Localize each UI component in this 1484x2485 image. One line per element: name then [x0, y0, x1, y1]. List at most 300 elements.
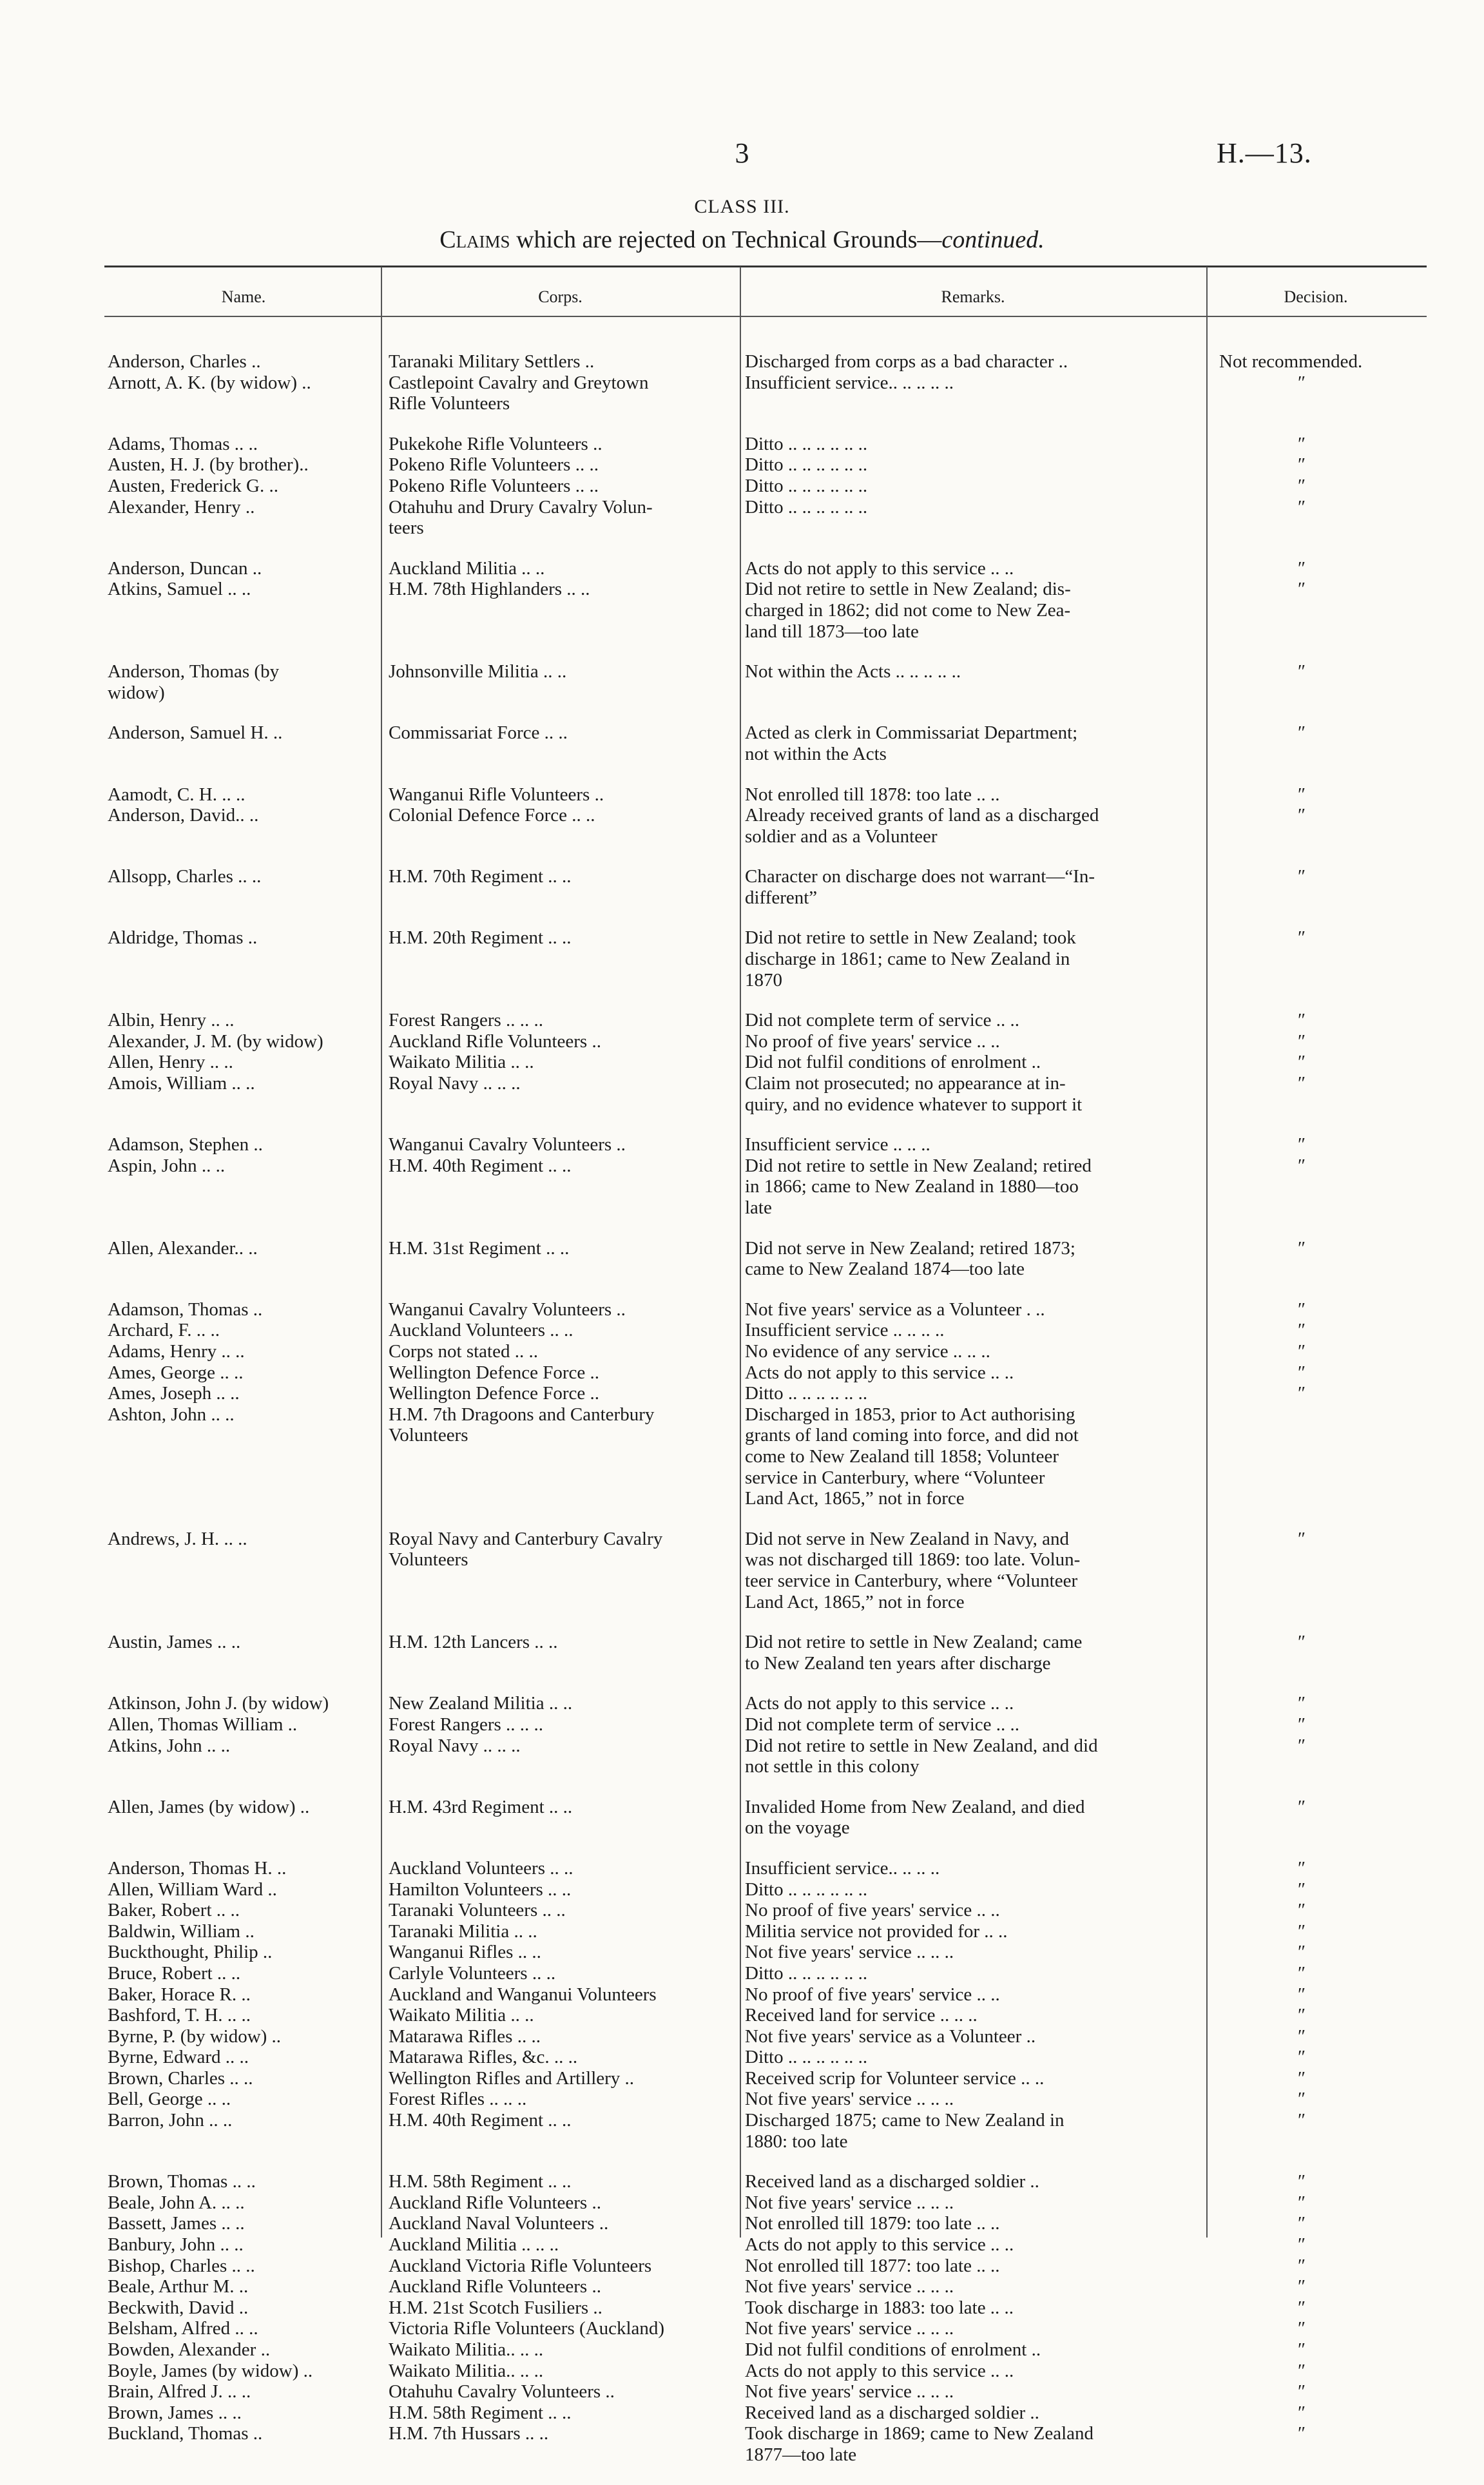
column-header-remarks: Remarks.: [941, 287, 1005, 306]
name-cell: Alexander, Henry ..: [108, 496, 255, 517]
table-row: [0, 2005, 1484, 2026]
table-row: [0, 1299, 1484, 1320]
name-cell: Belsham, Alfred .. ..: [108, 2318, 258, 2339]
corps-cell: Auckland Rifle Volunteers ..: [389, 1030, 601, 1052]
corps-cell: Pokeno Rifle Volunteers .. ..: [389, 454, 599, 476]
remarks-cell: No evidence of any service .. .. ..: [745, 1341, 990, 1362]
table-row: [0, 2318, 1484, 2339]
corps-cell: H.M. 7th Dragoons and Canterbury Volunteers: [389, 1404, 655, 1446]
name-cell: Bruce, Robert .. ..: [108, 1962, 241, 1984]
remarks-cell: Claim not prosecuted; no appearance at in- quiry, and no evidence whatever to support it: [745, 1073, 1083, 1115]
table-row: [0, 927, 1484, 991]
corps-cell: Waikato Militia .. ..: [389, 2005, 534, 2026]
decision-cell: ″: [1298, 2110, 1306, 2131]
table-row: [0, 1879, 1484, 1900]
corps-cell: New Zealand Militia .. ..: [389, 1693, 573, 1714]
remarks-cell: Received land as a discharged soldier ..: [745, 2402, 1039, 2423]
table-row: [0, 1073, 1484, 1115]
corps-cell: Royal Navy .. .. ..: [389, 1073, 521, 1094]
table-row: [0, 2361, 1484, 2382]
subtitle-claims: Claims: [439, 226, 510, 253]
name-cell: Allen, Henry .. ..: [108, 1052, 233, 1073]
corps-cell: Corps not stated .. ..: [389, 1341, 538, 1362]
table-row: [0, 2339, 1484, 2361]
remarks-cell: Ditto .. .. .. .. .. ..: [745, 1962, 868, 1984]
remarks-cell: Already received grants of land as a discharged soldier and as a Volunteer: [745, 805, 1099, 847]
table-row: [0, 1632, 1484, 1674]
corps-cell: Taranaki Militia .. ..: [389, 1920, 537, 1942]
corps-cell: H.M. 58th Regiment .. ..: [389, 2402, 572, 2423]
table-row: [0, 805, 1484, 847]
table-row: [0, 2047, 1484, 2068]
corps-cell: Auckland Militia .. ..: [389, 557, 545, 579]
decision-cell: ″: [1298, 1299, 1306, 1320]
remarks-cell: Ditto .. .. .. .. .. ..: [745, 475, 868, 496]
decision-cell: ″: [1298, 2005, 1306, 2026]
decision-cell: ″: [1298, 2423, 1306, 2444]
corps-cell: Johnsonville Militia .. ..: [389, 661, 567, 682]
remarks-cell: Invalided Home from New Zealand, and died on the voyage: [745, 1796, 1085, 1839]
decision-cell: ″: [1298, 1073, 1306, 1094]
claims-table-body: [0, 351, 1484, 2485]
decision-cell: ″: [1298, 454, 1306, 476]
table-row: [0, 2213, 1484, 2234]
remarks-cell: Insufficient service .. .. .. ..: [745, 1320, 945, 1341]
decision-cell: ″: [1298, 2255, 1306, 2276]
remarks-cell: Did not retire to settle in New Zealand; took discharge in 1861; came to New Zealand in 1870: [745, 927, 1076, 991]
name-cell: Bell, George .. ..: [108, 2089, 231, 2110]
name-cell: Anderson, Charles ..: [108, 351, 261, 372]
name-cell: Ashton, John .. ..: [108, 1404, 235, 1425]
decision-cell: ″: [1298, 2339, 1306, 2360]
name-cell: Brown, Charles .. ..: [108, 2067, 253, 2089]
decision-cell: ″: [1298, 433, 1306, 454]
remarks-cell: Not five years' service .. .. ..: [745, 2089, 954, 2110]
corps-cell: Taranaki Volunteers .. ..: [389, 1900, 566, 1921]
name-cell: Baker, Robert .. ..: [108, 1900, 240, 1921]
remarks-cell: Ditto .. .. .. .. .. ..: [745, 2047, 868, 2068]
decision-cell: ″: [1298, 1796, 1306, 1817]
table-row: [0, 1797, 1484, 1839]
corps-cell: Wanganui Cavalry Volunteers ..: [389, 1299, 626, 1320]
table-row: [0, 2423, 1484, 2465]
name-cell: Allen, William Ward ..: [108, 1879, 277, 1900]
corps-cell: Otahuhu Cavalry Volunteers ..: [389, 2381, 615, 2403]
name-cell: Buckland, Thomas ..: [108, 2423, 263, 2444]
decision-cell: ″: [1298, 1320, 1306, 1341]
table-row: [0, 1900, 1484, 1921]
table-row: [0, 1383, 1484, 1404]
name-cell: Adamson, Thomas ..: [108, 1299, 263, 1320]
name-cell: Allsopp, Charles .. ..: [108, 866, 262, 887]
table-row: [0, 2026, 1484, 2047]
remarks-cell: Did not complete term of service .. ..: [745, 1714, 1020, 1735]
decision-cell: ″: [1298, 2067, 1306, 2089]
corps-cell: Forest Rangers .. .. ..: [389, 1714, 544, 1735]
table-row: [0, 1031, 1484, 1052]
remarks-cell: Did not complete term of service .. ..: [745, 1010, 1020, 1031]
corps-cell: Matarawa Rifles, &c. .. ..: [389, 2047, 578, 2068]
decision-cell: ″: [1298, 1962, 1306, 1984]
table-row: [0, 2276, 1484, 2297]
corps-cell: Auckland and Wanganui Volunteers: [389, 1984, 657, 2005]
decision-cell: ″: [1298, 1984, 1306, 2005]
table-row: [0, 1341, 1484, 1362]
decision-cell: ″: [1298, 1632, 1306, 1653]
column-header-decision: Decision.: [1284, 287, 1348, 306]
corps-cell: Royal Navy .. .. ..: [389, 1735, 521, 1756]
remarks-cell: Received land as a discharged soldier ..: [745, 2171, 1039, 2192]
table-row: [0, 1238, 1484, 1280]
remarks-cell: Ditto .. .. .. .. .. ..: [745, 496, 868, 517]
name-cell: Allen, Alexander.. ..: [108, 1237, 258, 1259]
corps-cell: Wanganui Rifle Volunteers ..: [389, 784, 604, 805]
decision-cell: ″: [1298, 927, 1306, 949]
remarks-cell: Insufficient service.. .. .. ..: [745, 1857, 940, 1879]
remarks-cell: Discharged in 1853, prior to Act authorising grants of land coming into force, and did not come to New Zealand till 1858; Volunteer service in Canterbury, where “Volunteer Land Act, 1865,” not in force: [745, 1404, 1079, 1509]
decision-cell: ″: [1298, 2192, 1306, 2213]
column-header-corps: Corps.: [538, 287, 583, 306]
decision-cell: ″: [1298, 1900, 1306, 1921]
corps-cell: Taranaki Military Settlers ..: [389, 351, 595, 372]
name-cell: Aldridge, Thomas ..: [108, 927, 258, 949]
remarks-cell: Insufficient service .. .. ..: [745, 1134, 930, 1155]
decision-cell: ″: [1298, 2089, 1306, 2110]
remarks-cell: Not five years' service .. .. ..: [745, 2192, 954, 2213]
remarks-cell: No proof of five years' service .. ..: [745, 1900, 1000, 1921]
decision-cell: ″: [1298, 1383, 1306, 1404]
decision-cell: ″: [1298, 1942, 1306, 1963]
name-cell: Baker, Horace R. ..: [108, 1984, 251, 2005]
name-cell: Byrne, P. (by widow) ..: [108, 2026, 282, 2047]
table-row: [0, 661, 1484, 703]
table-row: [0, 1693, 1484, 1714]
subtitle-continued: continued.: [941, 226, 1045, 253]
corps-cell: Victoria Rifle Volunteers (Auckland): [389, 2318, 665, 2339]
table-row: [0, 1736, 1484, 1777]
decision-cell: ″: [1298, 2047, 1306, 2068]
corps-cell: Otahuhu and Drury Cavalry Volun- teers: [389, 496, 653, 539]
name-cell: Alexander, J. M. (by widow): [108, 1030, 323, 1052]
remarks-cell: Acts do not apply to this service .. ..: [745, 1362, 1014, 1383]
table-top-rule: [104, 266, 1427, 267]
decision-cell: ″: [1298, 1362, 1306, 1383]
table-row: [0, 372, 1484, 414]
table-row: [0, 1320, 1484, 1341]
decision-cell: ″: [1298, 1857, 1306, 1879]
table-row: [0, 1984, 1484, 2006]
table-row: [0, 1714, 1484, 1736]
name-cell: Andrews, J. H. .. ..: [108, 1528, 247, 1549]
name-cell: Beale, John A. .. ..: [108, 2192, 245, 2213]
table-row: [0, 454, 1484, 476]
remarks-cell: Discharged from corps as a bad character ..: [745, 351, 1068, 372]
corps-cell: Auckland Volunteers .. ..: [389, 1857, 573, 1879]
decision-cell: ″: [1298, 1052, 1306, 1073]
name-cell: Anderson, Samuel H. ..: [108, 722, 283, 744]
name-cell: Atkins, Samuel .. ..: [108, 579, 251, 600]
table-row: [0, 2403, 1484, 2424]
corps-cell: H.M. 12th Lancers .. ..: [389, 1632, 558, 1653]
remarks-cell: Not five years' service .. .. ..: [745, 2381, 954, 2403]
name-cell: Anderson, David.. ..: [108, 805, 259, 826]
remarks-cell: Acts do not apply to this service .. ..: [745, 2234, 1014, 2256]
corps-cell: H.M. 40th Regiment .. ..: [389, 1155, 572, 1176]
table-row: [0, 2110, 1484, 2152]
decision-cell: ″: [1298, 2276, 1306, 2297]
corps-cell: Wellington Rifles and Artillery ..: [389, 2067, 635, 2089]
remarks-cell: Did not serve in New Zealand; retired 1873; came to New Zealand 1874—too late: [745, 1237, 1075, 1280]
name-cell: Aspin, John .. ..: [108, 1155, 226, 1176]
remarks-cell: Acted as clerk in Commissariat Department; not within the Acts: [745, 722, 1078, 764]
page-number: 3: [735, 137, 749, 169]
decision-cell: ″: [1298, 866, 1306, 887]
table-row: [0, 1155, 1484, 1219]
corps-cell: H.M. 21st Scotch Fusiliers ..: [389, 2297, 602, 2318]
name-cell: Adamson, Stephen ..: [108, 1134, 263, 1155]
remarks-cell: Character on discharge does not warrant—“In- different”: [745, 866, 1095, 908]
remarks-cell: No proof of five years' service .. ..: [745, 1030, 1000, 1052]
decision-cell: ″: [1298, 1528, 1306, 1549]
name-cell: Atkinson, John J. (by widow): [108, 1693, 329, 1714]
name-cell: Boyle, James (by widow) ..: [108, 2360, 313, 2381]
corps-cell: Pukekohe Rifle Volunteers ..: [389, 433, 602, 454]
table-row: [0, 558, 1484, 579]
name-cell: Beckwith, David ..: [108, 2297, 249, 2318]
name-cell: Buckthought, Philip ..: [108, 1942, 273, 1963]
remarks-cell: Ditto .. .. .. .. .. ..: [745, 1879, 868, 1900]
remarks-cell: Received scrip for Volunteer service .. ..: [745, 2067, 1045, 2089]
table-row: [0, 784, 1484, 806]
corps-cell: Pokeno Rifle Volunteers .. ..: [389, 475, 599, 496]
remarks-cell: Not five years' service .. .. ..: [745, 2318, 954, 2339]
decision-cell: ″: [1298, 2318, 1306, 2339]
name-cell: Allen, James (by widow) ..: [108, 1796, 310, 1817]
decision-cell: ″: [1298, 2381, 1306, 2403]
decision-cell: ″: [1298, 1030, 1306, 1052]
name-cell: Adams, Thomas .. ..: [108, 433, 258, 454]
remarks-cell: Acts do not apply to this service .. ..: [745, 557, 1014, 579]
name-cell: Archard, F. .. ..: [108, 1320, 220, 1341]
document-reference: H.—13.: [1217, 137, 1312, 169]
table-row: [0, 1052, 1484, 1073]
corps-cell: H.M. 20th Regiment .. ..: [389, 927, 572, 949]
corps-cell: Waikato Militia.. .. ..: [389, 2360, 544, 2381]
decision-cell: ″: [1298, 1237, 1306, 1259]
corps-cell: H.M. 31st Regiment .. ..: [389, 1237, 570, 1259]
name-cell: Arnott, A. K. (by widow) ..: [108, 372, 311, 393]
table-row: [0, 2381, 1484, 2403]
table-row: [0, 2297, 1484, 2319]
corps-cell: Waikato Militia .. ..: [389, 1052, 534, 1073]
corps-cell: H.M. 40th Regiment .. ..: [389, 2110, 572, 2131]
decision-cell: ″: [1298, 1134, 1306, 1155]
subtitle-main: which are rejected on Technical Grounds—: [510, 226, 942, 253]
corps-cell: Wanganui Rifles .. ..: [389, 1942, 541, 1963]
name-cell: Anderson, Thomas (by widow): [108, 661, 280, 703]
table-row: [0, 2256, 1484, 2277]
table-row: [0, 2234, 1484, 2256]
table-row: [0, 2171, 1484, 2192]
decision-cell: ″: [1298, 1879, 1306, 1900]
remarks-cell: Discharged 1875; came to New Zealand in 1880: too late: [745, 2110, 1065, 2152]
table-row: [0, 1921, 1484, 1942]
name-cell: Bishop, Charles .. ..: [108, 2255, 255, 2276]
corps-cell: Auckland Volunteers .. ..: [389, 1320, 573, 1341]
decision-cell: Not recommended.: [1219, 351, 1363, 372]
name-cell: Anderson, Thomas H. ..: [108, 1857, 287, 1879]
remarks-cell: Not five years' service as a Volunteer . ..: [745, 1299, 1045, 1320]
decision-cell: ″: [1298, 2297, 1306, 2318]
name-cell: Baldwin, William ..: [108, 1920, 255, 1942]
remarks-cell: Ditto .. .. .. .. .. ..: [745, 454, 868, 476]
corps-cell: Wellington Defence Force ..: [389, 1362, 600, 1383]
remarks-cell: Not five years' service as a Volunteer ..: [745, 2026, 1036, 2047]
corps-cell: Hamilton Volunteers .. ..: [389, 1879, 572, 1900]
table-row: [0, 1942, 1484, 1963]
decision-cell: ″: [1298, 2026, 1306, 2047]
remarks-cell: Militia service not provided for .. ..: [745, 1920, 1008, 1942]
decision-cell: ″: [1298, 1735, 1306, 1756]
decision-cell: ″: [1298, 1693, 1306, 1714]
table-row: [0, 579, 1484, 642]
table-row: [0, 497, 1484, 539]
name-cell: Allen, Thomas William ..: [108, 1714, 298, 1735]
decision-cell: ″: [1298, 1920, 1306, 1942]
remarks-cell: Did not retire to settle in New Zealand; retired in 1866; came to New Zealand in 1880—too late: [745, 1155, 1092, 1219]
name-cell: Albin, Henry .. ..: [108, 1010, 235, 1031]
decision-cell: ″: [1298, 496, 1306, 517]
table-row: [0, 1010, 1484, 1031]
name-cell: Bowden, Alexander ..: [108, 2339, 271, 2360]
decision-cell: ″: [1298, 372, 1306, 393]
name-cell: Bassett, James .. ..: [108, 2213, 245, 2234]
decision-cell: ″: [1298, 2171, 1306, 2192]
name-cell: Atkins, John .. ..: [108, 1735, 231, 1756]
corps-cell: Auckland Rifle Volunteers ..: [389, 2192, 601, 2213]
remarks-cell: Did not retire to settle in New Zealand; came to New Zealand ten years after discharge: [745, 1632, 1083, 1674]
table-header-rule: [104, 316, 1427, 317]
remarks-cell: Not five years' service .. .. ..: [745, 2276, 954, 2297]
corps-cell: Forest Rifles .. .. ..: [389, 2089, 527, 2110]
table-row: [0, 1362, 1484, 1384]
decision-cell: ″: [1298, 1341, 1306, 1362]
corps-cell: Auckland Victoria Rifle Volunteers: [389, 2255, 652, 2276]
name-cell: Beale, Arthur M. ..: [108, 2276, 249, 2297]
decision-cell: ″: [1298, 805, 1306, 826]
table-row: [0, 866, 1484, 908]
corps-cell: H.M. 58th Regiment .. ..: [389, 2171, 572, 2192]
corps-cell: H.M. 7th Hussars .. ..: [389, 2423, 549, 2444]
name-cell: Byrne, Edward .. ..: [108, 2047, 249, 2068]
decision-cell: ″: [1298, 2360, 1306, 2381]
remarks-cell: Ditto .. .. .. .. .. ..: [745, 1383, 868, 1404]
table-row: [0, 434, 1484, 455]
table-subtitle: [0, 226, 1484, 254]
table-row: [0, 1858, 1484, 1879]
decision-cell: ″: [1298, 1714, 1306, 1735]
remarks-cell: No proof of five years' service .. ..: [745, 1984, 1000, 2005]
decision-cell: ″: [1298, 2213, 1306, 2234]
remarks-cell: Did not retire to settle in New Zealand, and did not settle in this colony: [745, 1735, 1098, 1777]
table-row: [0, 2089, 1484, 2110]
corps-cell: H.M. 70th Regiment .. ..: [389, 866, 572, 887]
decision-cell: ″: [1298, 475, 1306, 496]
name-cell: Anderson, Duncan ..: [108, 557, 262, 579]
remarks-cell: Did not fulfil conditions of enrolment ..: [745, 2339, 1041, 2360]
corps-cell: Colonial Defence Force .. ..: [389, 805, 595, 826]
table-row: [0, 1963, 1484, 1984]
remarks-cell: Not enrolled till 1879: too late .. ..: [745, 2213, 1000, 2234]
table-row: [0, 2068, 1484, 2089]
table-row: [0, 351, 1484, 372]
decision-cell: ″: [1298, 661, 1306, 682]
remarks-cell: Not enrolled till 1877: too late .. ..: [745, 2255, 1000, 2276]
remarks-cell: Acts do not apply to this service .. ..: [745, 1693, 1014, 1714]
decision-cell: ″: [1298, 2402, 1306, 2423]
name-cell: Bashford, T. H. .. ..: [108, 2005, 251, 2026]
class-heading: CLASS III.: [694, 196, 790, 217]
name-cell: Ames, George .. ..: [108, 1362, 244, 1383]
corps-cell: Wanganui Cavalry Volunteers ..: [389, 1134, 626, 1155]
column-header-name: Name.: [221, 287, 266, 306]
decision-cell: ″: [1298, 722, 1306, 744]
name-cell: Brain, Alfred J. .. ..: [108, 2381, 251, 2403]
corps-cell: Carlyle Volunteers .. ..: [389, 1962, 556, 1984]
remarks-cell: Ditto .. .. .. .. .. ..: [745, 433, 868, 454]
remarks-cell: Not within the Acts .. .. .. .. ..: [745, 661, 961, 682]
corps-cell: Auckland Militia .. .. ..: [389, 2234, 559, 2256]
remarks-cell: Did not serve in New Zealand in Navy, and was not discharged till 1869: too late. Volun- teer service in Canterbury, where “Volunteer Land Act, 1865,” not in force: [745, 1528, 1081, 1612]
remarks-cell: Received land for service .. .. ..: [745, 2005, 978, 2026]
decision-cell: ″: [1298, 1010, 1306, 1031]
name-cell: Banbury, John .. ..: [108, 2234, 244, 2256]
name-cell: Austin, James .. ..: [108, 1632, 241, 1653]
corps-cell: H.M. 43rd Regiment .. ..: [389, 1796, 573, 1817]
name-cell: Ames, Joseph .. ..: [108, 1383, 240, 1404]
remarks-cell: Took discharge in 1869; came to New Zealand 1877—too late: [745, 2423, 1094, 2465]
corps-cell: Castlepoint Cavalry and Greytown Rifle Volunteers: [389, 372, 649, 414]
corps-cell: Auckland Rifle Volunteers ..: [389, 2276, 601, 2297]
decision-cell: ″: [1298, 557, 1306, 579]
decision-cell: ″: [1298, 579, 1306, 600]
remarks-cell: Not enrolled till 1878: too late .. ..: [745, 784, 1000, 805]
name-cell: Brown, James .. ..: [108, 2402, 242, 2423]
name-cell: Aamodt, C. H. .. ..: [108, 784, 246, 805]
corps-cell: Auckland Naval Volunteers ..: [389, 2213, 609, 2234]
name-cell: Austen, H. J. (by brother)..: [108, 454, 309, 476]
remarks-cell: Did not retire to settle in New Zealand; dis- charged in 1862; did not come to New Zea- land till 1873—too late: [745, 579, 1071, 642]
table-row: [0, 1404, 1484, 1509]
corps-cell: Matarawa Rifles .. ..: [389, 2026, 541, 2047]
remarks-cell: Insufficient service.. .. .. .. ..: [745, 372, 954, 393]
name-cell: Barron, John .. ..: [108, 2110, 233, 2131]
remarks-cell: Did not fulfil conditions of enrolment ..: [745, 1052, 1041, 1073]
table-row: [0, 1134, 1484, 1155]
corps-cell: Commissariat Force .. ..: [389, 722, 568, 744]
corps-cell: Waikato Militia.. .. ..: [389, 2339, 544, 2360]
table-row: [0, 1529, 1484, 1612]
table-row: [0, 722, 1484, 764]
remarks-cell: Acts do not apply to this service .. ..: [745, 2360, 1014, 2381]
remarks-cell: Not five years' service .. .. ..: [745, 1942, 954, 1963]
remarks-cell: Took discharge in 1883: too late .. ..: [745, 2297, 1014, 2318]
name-cell: Adams, Henry .. ..: [108, 1341, 245, 1362]
decision-cell: ″: [1298, 1155, 1306, 1176]
name-cell: Austen, Frederick G. ..: [108, 475, 278, 496]
corps-cell: Forest Rangers .. .. ..: [389, 1010, 544, 1031]
corps-cell: Royal Navy and Canterbury Cavalry Volunteers: [389, 1528, 663, 1571]
